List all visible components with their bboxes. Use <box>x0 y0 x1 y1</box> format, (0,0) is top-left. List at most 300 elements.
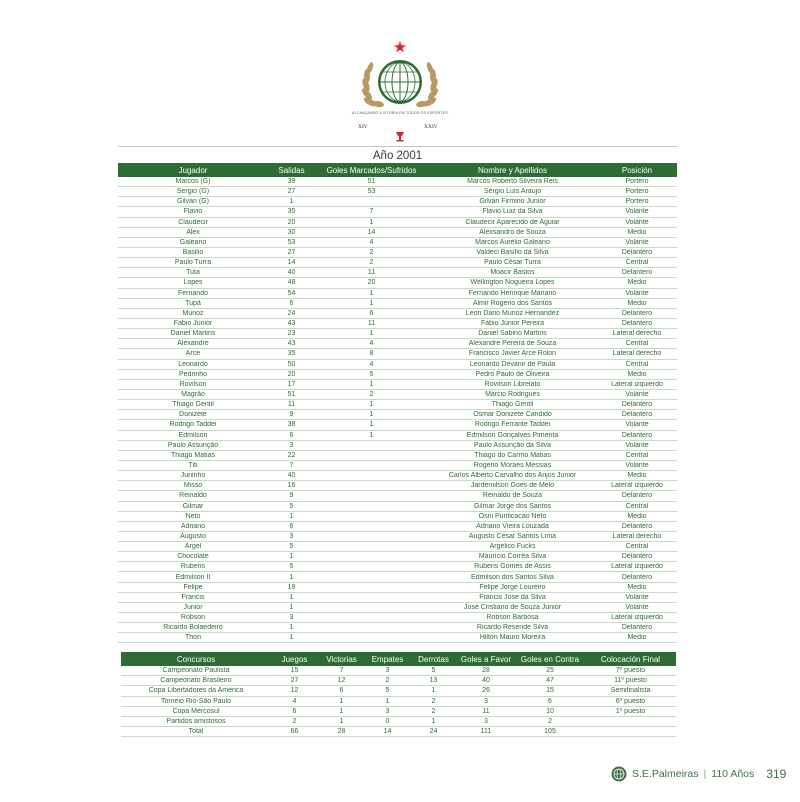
cell-salidas: 1 <box>289 553 294 561</box>
cell-jugador: Galeano <box>179 238 207 246</box>
table-row <box>118 633 677 643</box>
cell-posicion: Delantero <box>621 320 653 328</box>
cell-nombre: Maurício Corrêa Silva <box>478 553 547 561</box>
cell-nombre: Marcos Aurélio Galeano <box>475 238 550 246</box>
cell-nombre: Valdeci Basílio da Silva <box>476 249 549 257</box>
players-table-header <box>118 163 677 177</box>
cell-goles: 1 <box>369 411 374 419</box>
red-star-icon <box>394 41 406 52</box>
cell-salidas: 6 <box>289 522 294 530</box>
cell-nombre: Moacir Bastos <box>490 269 535 277</box>
table-row <box>118 248 677 258</box>
table-row <box>118 289 677 299</box>
cell-salidas: 5 <box>289 502 294 510</box>
table-row <box>121 686 676 696</box>
table-row <box>118 380 677 390</box>
cell-goles-favor: 3 <box>484 718 488 726</box>
footer-separator: | <box>703 768 707 780</box>
cell-goles: 1 <box>369 289 374 297</box>
cell-goles-contra: 15 <box>546 687 554 695</box>
cell-posicion: Delantero <box>621 431 653 439</box>
table-row <box>118 552 677 562</box>
cell-posicion: Delantero <box>621 492 653 500</box>
cell-salidas: 11 <box>287 401 296 409</box>
table-row <box>118 207 677 217</box>
cell-salidas: 20 <box>287 370 296 378</box>
cell-posicion: Delantero <box>621 553 653 561</box>
cell-posicion: Lateral izquierdo <box>611 614 663 622</box>
table-row <box>118 228 677 238</box>
table-row <box>118 268 677 278</box>
trophy-icon <box>396 132 404 142</box>
cell-derrotas: 24 <box>429 728 438 736</box>
header-concursos: Concursos <box>176 654 216 664</box>
table-row <box>118 177 677 187</box>
table-row <box>121 717 676 727</box>
header-jugador: Jugador <box>178 165 208 175</box>
cell-empates: 5 <box>385 687 390 695</box>
table-row <box>118 613 677 623</box>
cell-jugador: Gilvan (G) <box>177 198 209 206</box>
cell-nombre: Sérgio Luís Araujo <box>483 188 542 196</box>
table-row <box>118 258 677 268</box>
cell-salidas: 5 <box>289 543 294 551</box>
cell-salidas: 17 <box>287 380 296 388</box>
table-row <box>118 522 677 532</box>
cell-colocacion: Semifinalista <box>610 687 651 695</box>
cell-salidas: 3 <box>289 441 294 449</box>
cell-salidas: 3 <box>289 614 294 622</box>
club-emblem <box>340 38 460 144</box>
cell-victorias: 28 <box>337 728 346 736</box>
table-row <box>118 471 677 481</box>
cell-goles: 1 <box>369 431 374 439</box>
table-row <box>118 420 677 430</box>
cell-posicion: Delantero <box>621 624 653 632</box>
cell-victorias: 6 <box>339 687 344 695</box>
cell-juegos: 15 <box>290 667 299 675</box>
cell-nombre: Alexsandro de Souza <box>479 228 546 236</box>
cell-nombre: Edmilson Gonçalves Pimenta <box>466 431 559 439</box>
cell-goles: 1 <box>369 218 374 226</box>
cell-posicion: Portero <box>625 188 649 196</box>
cell-salidas: 40 <box>287 269 296 277</box>
cell-colocacion: 7º puesto <box>615 667 646 675</box>
cell-goles: 11 <box>367 320 376 328</box>
cell-nombre: Thiago do Carmo Matias <box>474 451 551 459</box>
cell-salidas: 39 <box>287 178 296 186</box>
table-row <box>118 309 677 319</box>
cell-nombre: Gilvan Firmino Junior <box>479 198 546 206</box>
cell-salidas: 22 <box>287 451 296 459</box>
cell-nombre: Edmilson dos Santos Silva <box>471 573 554 581</box>
cell-jugador: Munoz <box>182 309 204 317</box>
cell-posicion: Delantero <box>621 573 653 581</box>
cell-jugador: Leonardo <box>178 360 208 368</box>
cell-jugador: Neto <box>185 512 201 520</box>
cell-salidas: 30 <box>287 228 296 236</box>
cell-goles: 8 <box>369 350 374 358</box>
cell-goles: 1 <box>369 401 374 409</box>
cell-posicion: Volante <box>625 218 649 226</box>
cell-posicion: Delantero <box>621 522 653 530</box>
cell-goles: 4 <box>369 340 374 348</box>
cell-posicion: Lateral izquierdo <box>611 482 663 490</box>
divider <box>118 146 677 147</box>
cell-salidas: 20 <box>287 218 296 226</box>
cell-jugador: Junior <box>183 603 203 611</box>
cell-jugador: Chocolate <box>177 553 209 561</box>
page-footer <box>611 765 786 783</box>
table-row <box>118 339 677 349</box>
cell-nombre: Fábio Júnior Pereira <box>480 320 545 328</box>
emblem-roman-right: XXIV <box>424 124 438 130</box>
footer-tagline: 110 Años <box>711 768 755 780</box>
palmeiras-logo-icon <box>611 766 627 782</box>
cell-goles-favor: 28 <box>482 667 490 675</box>
competitions-table <box>121 652 676 737</box>
cell-jugador: Donizete <box>179 411 207 419</box>
globe-icon <box>378 60 422 104</box>
cell-salidas: 3 <box>289 532 294 540</box>
cell-posicion: Lateral izquierdo <box>611 380 663 388</box>
cell-concurso: Total <box>188 728 204 736</box>
cell-colocacion: 1º puesto <box>615 707 646 715</box>
cell-nombre: Pedro Paulo de Oliveira <box>475 370 550 378</box>
header-goles: Goles Marcados/Sufridos <box>326 165 417 175</box>
cell-goles: 2 <box>369 259 374 267</box>
cell-salidas: 6 <box>289 299 294 307</box>
cell-nombre: Jardemilson Goes de Melo <box>470 482 555 490</box>
table-row <box>118 562 677 572</box>
cell-victorias: 12 <box>337 677 346 685</box>
cell-salidas: 19 <box>287 583 296 591</box>
competitions-table-body <box>121 666 676 737</box>
cell-jugador: Alex <box>186 228 200 236</box>
cell-salidas: 1 <box>289 573 294 581</box>
cell-salidas: 35 <box>287 208 296 216</box>
cell-salidas: 16 <box>287 482 296 490</box>
cell-jugador: Paulo Assunção <box>167 441 219 449</box>
cell-jugador: Fernando <box>178 289 208 297</box>
cell-goles: 4 <box>369 360 374 368</box>
cell-posicion: Portero <box>625 198 649 206</box>
cell-posicion: Medio <box>627 472 647 480</box>
cell-concurso: Partidos amistosos <box>166 718 226 726</box>
cell-goles: 1 <box>369 380 374 388</box>
cell-jugador: Ricardo Bolaedeiro <box>163 624 223 632</box>
table-row <box>118 461 677 471</box>
table-row <box>118 360 677 370</box>
cell-posicion: Volante <box>625 208 649 216</box>
table-row <box>121 707 676 717</box>
header-colocacion: Colocación Final <box>600 654 661 664</box>
cell-jugador: Pedrinho <box>178 370 208 378</box>
cell-posicion: Medio <box>627 583 647 591</box>
cell-empates: 14 <box>383 728 392 736</box>
cell-nombre: Rubens Gomes de Assis <box>474 563 551 571</box>
cell-derrotas: 2 <box>431 707 436 715</box>
cell-salidas: 9 <box>289 411 294 419</box>
cell-goles-favor: 3 <box>484 697 488 705</box>
table-row <box>118 197 677 207</box>
table-row <box>118 329 677 339</box>
header-victorias: Victorias <box>326 654 357 664</box>
cell-jugador: Paulo Turra <box>174 259 212 267</box>
cell-posicion: Volante <box>625 603 649 611</box>
cell-jugador: Misso <box>183 482 203 490</box>
table-row <box>118 491 677 501</box>
cell-nombre: Wellington Nogueira Lopes <box>470 279 555 287</box>
table-row <box>118 278 677 288</box>
cell-concurso: Copa Libertadores da América <box>148 687 244 695</box>
cell-jugador: Thiago Gentil <box>172 401 214 409</box>
cell-goles-contra: 105 <box>544 728 556 736</box>
header-goles-favor: Goles a Favor <box>460 654 512 664</box>
table-row <box>118 481 677 491</box>
cell-salidas: 1 <box>289 603 294 611</box>
cell-juegos: 66 <box>290 728 299 736</box>
cell-nombre: Thiago Gentil <box>491 401 534 409</box>
cell-nombre: Alexandre Pereira de Souza <box>468 340 557 348</box>
cell-posicion: Medio <box>627 370 647 378</box>
cell-goles: 7 <box>369 208 374 216</box>
cell-nombre: Osni Purificacao Neto <box>478 512 547 520</box>
cell-posicion: Delantero <box>621 269 653 277</box>
cell-nombre: Fernando Henrique Mariano <box>468 289 557 297</box>
table-row <box>118 603 677 613</box>
cell-empates: 1 <box>385 697 390 705</box>
cell-jugador: Robson <box>180 614 206 622</box>
cell-jugador: Alexandre <box>177 340 209 348</box>
cell-posicion: Volante <box>625 391 649 399</box>
cell-nombre: Leon Dario Munoz Hernandez <box>465 309 560 317</box>
cell-salidas: 51 <box>287 391 296 399</box>
header-salidas: Salidas <box>278 165 305 175</box>
cell-nombre: Argélico Fucks <box>489 543 536 551</box>
cell-jugador: Adriano <box>180 522 206 530</box>
cell-nombre: Gilmar Jorge dos Santos <box>473 502 552 510</box>
cell-posicion: Lateral derecho <box>612 532 662 540</box>
cell-goles-contra: 2 <box>548 718 552 726</box>
cell-goles-favor: 26 <box>482 687 490 695</box>
cell-posicion: Central <box>625 360 649 368</box>
cell-posicion: Volante <box>625 593 649 601</box>
cell-jugador: Basilio <box>182 249 204 257</box>
cell-empates: 3 <box>385 667 390 675</box>
cell-salidas: 54 <box>287 289 296 297</box>
cell-nombre: Márcio Rodrigues <box>485 391 540 399</box>
cell-derrotas: 13 <box>429 677 438 685</box>
cell-jugador: Marcos (G) <box>175 178 211 186</box>
cell-goles-favor: 111 <box>480 728 492 736</box>
cell-nombre: Francisco Javier Arce Rolon <box>468 350 557 358</box>
table-row <box>118 532 677 542</box>
cell-jugador: Thiago Matias <box>171 451 215 459</box>
table-row <box>118 623 677 633</box>
cell-goles-contra: 10 <box>546 707 554 715</box>
cell-derrotas: 1 <box>431 718 436 726</box>
cell-goles: 2 <box>369 391 374 399</box>
cell-juegos: 4 <box>292 697 297 705</box>
cell-salidas: 35 <box>287 350 296 358</box>
cell-posicion: Medio <box>627 299 647 307</box>
cell-jugador: Edmilson II <box>175 573 211 581</box>
page-title: Año 2001 <box>372 150 423 162</box>
table-row <box>121 697 676 707</box>
cell-goles: 51 <box>367 178 376 186</box>
table-row <box>118 390 677 400</box>
cell-posicion: Portero <box>625 178 649 186</box>
cell-empates: 3 <box>385 707 390 715</box>
table-row <box>118 218 677 228</box>
cell-goles-contra: 47 <box>546 677 554 685</box>
cell-salidas: 53 <box>287 238 296 246</box>
table-row <box>121 727 676 737</box>
cell-nombre: Paulo César Turra <box>484 259 541 267</box>
cell-salidas: 5 <box>289 563 294 571</box>
cell-posicion: Delantero <box>621 249 653 257</box>
cell-nombre: Marcos Roberto Silveira Reis <box>467 178 558 186</box>
cell-jugador: Argel <box>184 543 202 551</box>
cell-salidas: 1 <box>289 624 294 632</box>
cell-salidas: 1 <box>289 593 294 601</box>
cell-goles: 20 <box>367 279 376 287</box>
cell-nombre: Flavio Luiz da Silva <box>482 208 543 216</box>
table-row <box>118 299 677 309</box>
cell-derrotas: 1 <box>431 687 436 695</box>
cell-jugador: Rubens <box>180 563 206 571</box>
cell-salidas: 1 <box>289 198 294 206</box>
table-row <box>118 238 677 248</box>
cell-nombre: Rovilson Librelato <box>484 380 541 388</box>
header-empates: Empates <box>371 654 404 664</box>
cell-goles-favor: 40 <box>482 677 490 685</box>
cell-salidas: 6 <box>289 431 294 439</box>
cell-nombre: Augusto César Santos Lima <box>468 532 557 540</box>
cell-posicion: Delantero <box>621 309 653 317</box>
cell-concurso: Campeonato Paulista <box>162 667 230 675</box>
cell-victorias: 1 <box>339 697 344 705</box>
cell-jugador: Augusto <box>180 532 206 540</box>
cell-juegos: 27 <box>290 677 299 685</box>
cell-nombre: Almir Rogerio dos Santos <box>472 299 553 307</box>
cell-nombre: Rogerio Moraes Messias <box>473 462 552 469</box>
cell-nombre: Adriano Vieira Louzada <box>476 522 549 530</box>
players-table <box>118 163 677 643</box>
cell-goles: 2 <box>369 249 374 257</box>
cell-salidas: 24 <box>287 309 296 317</box>
cell-jugador: Rovilson <box>179 380 207 388</box>
cell-victorias: 7 <box>339 667 344 675</box>
cell-jugador: Tupã <box>185 299 201 307</box>
cell-salidas: 48 <box>287 279 296 287</box>
cell-goles: 4 <box>369 238 374 246</box>
cell-juegos: 12 <box>290 687 299 695</box>
table-row <box>118 451 677 461</box>
cell-concurso: Torneio Rio-São Paulo <box>160 697 232 705</box>
cell-goles: 1 <box>369 330 374 338</box>
cell-jugador: Edmilson <box>178 431 208 439</box>
cell-victorias: 1 <box>339 707 344 715</box>
cell-goles: 1 <box>369 421 374 429</box>
cell-posicion: Lateral izquierdo <box>611 563 663 571</box>
cell-posicion: Volante <box>625 441 649 449</box>
cell-derrotas: 2 <box>431 697 436 705</box>
table-row <box>118 583 677 593</box>
cell-posicion: Volante <box>625 421 649 429</box>
cell-empates: 0 <box>385 718 390 726</box>
cell-posicion: Delantero <box>621 411 653 419</box>
cell-nombre: Claudecir Aparecido de Aguiar <box>465 218 560 226</box>
cell-nombre: Robson Barbosa <box>486 614 539 622</box>
cell-jugador: Reinaldo <box>179 492 207 500</box>
cell-posicion: Volante <box>625 238 649 246</box>
table-row <box>121 676 676 686</box>
cell-nombre: Carlos Alberto Carvalho dos Anjos Junior <box>448 472 577 480</box>
table-row <box>118 410 677 420</box>
cell-salidas: 40 <box>287 472 296 480</box>
cell-posicion: Central <box>625 502 649 510</box>
cell-goles-contra: 6 <box>548 697 552 705</box>
cell-colocacion: 6º puesto <box>615 697 646 705</box>
cell-nombre: Daniel Sabino Martins <box>478 330 547 338</box>
cell-victorias: 1 <box>339 718 344 726</box>
header-posicion: Posición <box>621 165 653 175</box>
cell-jugador: Titi <box>188 462 198 469</box>
cell-empates: 2 <box>385 677 390 685</box>
cell-goles: 53 <box>367 188 376 196</box>
header-goles-contra: Goles en Contra <box>520 654 580 664</box>
cell-jugador: Francis <box>181 593 205 601</box>
cell-nombre: José Cristiano de Souza Junior <box>464 603 561 611</box>
header-derrotas: Derrotas <box>418 654 449 664</box>
cell-nombre: Leonardo Devanir de Paula <box>469 360 556 368</box>
cell-posicion: Central <box>625 340 649 348</box>
footer-brand: S.E.Palmeiras <box>632 768 699 780</box>
cell-jugador: Claudecir <box>178 218 208 226</box>
cell-salidas: 14 <box>287 259 296 267</box>
cell-jugador: Magrão <box>181 391 205 399</box>
table-row <box>118 572 677 582</box>
table-row <box>118 593 677 603</box>
cell-goles: 6 <box>369 309 374 317</box>
header-nombre: Nombre y Apellidos <box>478 165 547 175</box>
cell-jugador: Arce <box>185 350 201 358</box>
cell-jugador: Felipe <box>183 583 203 591</box>
cell-salidas: 23 <box>287 330 296 338</box>
cell-jugador: Fabio Junior <box>173 320 213 328</box>
cell-goles: 11 <box>367 269 376 277</box>
table-row <box>118 431 677 441</box>
cell-posicion: Lateral derecho <box>612 330 662 338</box>
cell-salidas: 27 <box>287 249 296 257</box>
cell-juegos: 2 <box>292 718 297 726</box>
cell-jugador: Gilmar <box>182 502 204 510</box>
cell-jugador: Flavio <box>183 208 203 216</box>
table-row <box>118 512 677 522</box>
cell-posicion: Volante <box>625 462 649 469</box>
cell-salidas: 1 <box>289 512 294 520</box>
cell-posicion: Volante <box>625 289 649 297</box>
cell-concurso: Copa Mercosul <box>172 707 220 715</box>
cell-posicion: Medio <box>627 634 647 642</box>
cell-salidas: 9 <box>289 492 294 500</box>
cell-salidas: 50 <box>287 360 296 368</box>
cell-posicion: Central <box>625 259 649 267</box>
players-table-body <box>118 177 677 643</box>
cell-nombre: Paulo Assunção da Silva <box>473 441 552 449</box>
